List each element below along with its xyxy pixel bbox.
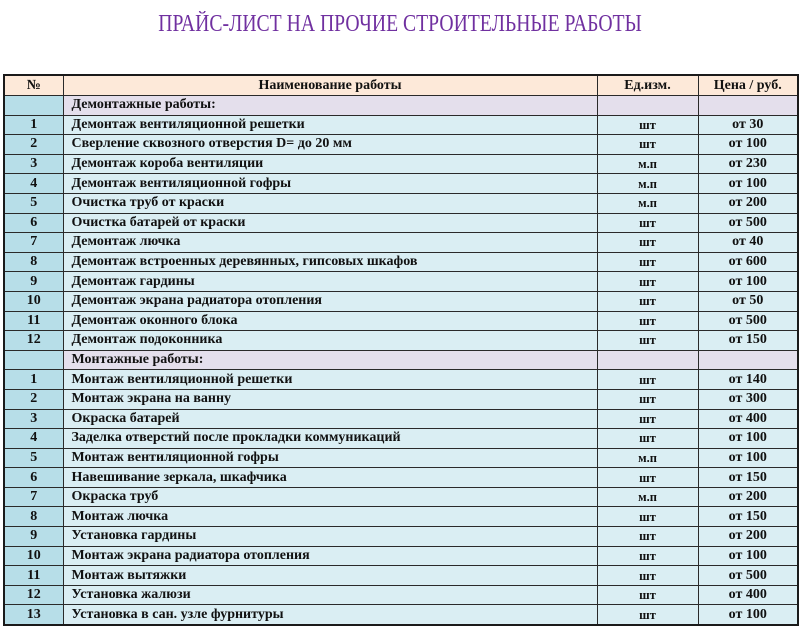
section-unit-cell <box>597 350 698 370</box>
section-price-cell <box>698 96 798 116</box>
work-name: Демонтаж подоконника <box>63 331 597 351</box>
table-body <box>4 96 798 626</box>
row-number: 13 <box>4 605 63 625</box>
price: от 140 <box>698 370 798 390</box>
unit-of-measure: шт <box>597 429 698 449</box>
unit-of-measure: шт <box>597 546 698 566</box>
unit-of-measure: шт <box>597 233 698 253</box>
table-row <box>4 448 798 468</box>
unit-of-measure: шт <box>597 311 698 331</box>
table-header-row <box>4 75 798 96</box>
work-name: Демонтаж лючка <box>63 233 597 253</box>
section-title: Монтажные работы: <box>63 350 597 370</box>
row-number: 9 <box>4 272 63 292</box>
table-row <box>4 409 798 429</box>
work-name: Окраска труб <box>63 487 597 507</box>
work-name: Демонтаж гардины <box>63 272 597 292</box>
price: от 50 <box>698 291 798 311</box>
unit-of-measure: шт <box>597 566 698 586</box>
unit-of-measure: шт <box>597 527 698 547</box>
row-number: 4 <box>4 429 63 449</box>
unit-of-measure: шт <box>597 370 698 390</box>
table-row <box>4 585 798 605</box>
table-row <box>4 311 798 331</box>
price: от 30 <box>698 115 798 135</box>
row-number: 6 <box>4 468 63 488</box>
work-name: Установка гардины <box>63 527 597 547</box>
row-number: 10 <box>4 546 63 566</box>
row-number: 10 <box>4 291 63 311</box>
row-number: 3 <box>4 154 63 174</box>
work-name: Сверление сквозного отверстия D= до 20 мм <box>63 135 597 155</box>
row-number: 1 <box>4 370 63 390</box>
unit-of-measure: шт <box>597 468 698 488</box>
price: от 100 <box>698 605 798 625</box>
price: от 400 <box>698 409 798 429</box>
unit-of-measure: м.п <box>597 193 698 213</box>
unit-of-measure: шт <box>597 272 698 292</box>
price: от 150 <box>698 468 798 488</box>
header-unit: Ед.изм. <box>597 75 698 96</box>
table-row <box>4 291 798 311</box>
table-row <box>4 331 798 351</box>
row-number: 3 <box>4 409 63 429</box>
price: от 100 <box>698 174 798 194</box>
work-name: Окраска батарей <box>63 409 597 429</box>
price: от 100 <box>698 546 798 566</box>
price: от 230 <box>698 154 798 174</box>
work-name: Монтаж лючка <box>63 507 597 527</box>
work-name: Монтаж вентиляционной решетки <box>63 370 597 390</box>
price: от 200 <box>698 487 798 507</box>
price: от 150 <box>698 331 798 351</box>
work-name: Монтаж экрана радиатора отопления <box>63 546 597 566</box>
unit-of-measure: шт <box>597 507 698 527</box>
work-name: Демонтаж вентиляционной гофры <box>63 174 597 194</box>
price: от 300 <box>698 389 798 409</box>
work-name: Очистка труб от краски <box>63 193 597 213</box>
row-number: 11 <box>4 566 63 586</box>
row-number: 11 <box>4 311 63 331</box>
unit-of-measure: м.п <box>597 487 698 507</box>
work-name: Демонтаж короба вентиляции <box>63 154 597 174</box>
work-name: Установка в сан. узле фурнитуры <box>63 605 597 625</box>
price: от 100 <box>698 429 798 449</box>
table-row <box>4 507 798 527</box>
unit-of-measure: шт <box>597 409 698 429</box>
section-title: Демонтажные работы: <box>63 96 597 116</box>
price: от 500 <box>698 566 798 586</box>
section-header-row <box>4 350 798 370</box>
table-row <box>4 468 798 488</box>
work-name: Монтаж экрана на ванну <box>63 389 597 409</box>
unit-of-measure: шт <box>597 605 698 625</box>
price: от 200 <box>698 193 798 213</box>
row-number: 4 <box>4 174 63 194</box>
work-name: Демонтаж оконного блока <box>63 311 597 331</box>
row-number: 9 <box>4 527 63 547</box>
table-row <box>4 487 798 507</box>
work-name: Очистка батарей от краски <box>63 213 597 233</box>
table-row <box>4 135 798 155</box>
table-row <box>4 233 798 253</box>
table-row <box>4 154 798 174</box>
price-table <box>3 74 799 626</box>
section-price-cell <box>698 350 798 370</box>
row-number: 7 <box>4 233 63 253</box>
table-row <box>4 389 798 409</box>
page-title: ПРАЙС-ЛИСТ НА ПРОЧИЕ СТРОИТЕЛЬНЫЕ РАБОТЫ <box>158 11 642 37</box>
section-header-row <box>4 96 798 116</box>
table-row <box>4 272 798 292</box>
work-name: Демонтаж вентиляционной решетки <box>63 115 597 135</box>
table-row <box>4 605 798 625</box>
table-row <box>4 174 798 194</box>
unit-of-measure: шт <box>597 389 698 409</box>
price: от 600 <box>698 252 798 272</box>
section-num-cell <box>4 96 63 116</box>
row-number: 6 <box>4 213 63 233</box>
table-row <box>4 546 798 566</box>
unit-of-measure: м.п <box>597 174 698 194</box>
table-row <box>4 527 798 547</box>
row-number: 12 <box>4 331 63 351</box>
header-num: № <box>4 75 63 96</box>
row-number: 12 <box>4 585 63 605</box>
price: от 400 <box>698 585 798 605</box>
unit-of-measure: шт <box>597 115 698 135</box>
row-number: 2 <box>4 135 63 155</box>
price: от 40 <box>698 233 798 253</box>
table-row <box>4 115 798 135</box>
row-number: 5 <box>4 193 63 213</box>
table-row <box>4 370 798 390</box>
row-number: 8 <box>4 507 63 527</box>
work-name: Установка жалюзи <box>63 585 597 605</box>
row-number: 8 <box>4 252 63 272</box>
table-row <box>4 429 798 449</box>
row-number: 2 <box>4 389 63 409</box>
row-number: 1 <box>4 115 63 135</box>
unit-of-measure: м.п <box>597 154 698 174</box>
price: от 100 <box>698 448 798 468</box>
header-name: Наименование работы <box>63 75 597 96</box>
unit-of-measure: шт <box>597 291 698 311</box>
price: от 500 <box>698 213 798 233</box>
unit-of-measure: шт <box>597 331 698 351</box>
table-row <box>4 566 798 586</box>
price: от 200 <box>698 527 798 547</box>
unit-of-measure: шт <box>597 213 698 233</box>
price: от 150 <box>698 507 798 527</box>
section-num-cell <box>4 350 63 370</box>
work-name: Заделка отверстий после прокладки коммуникаций <box>63 429 597 449</box>
unit-of-measure: шт <box>597 585 698 605</box>
unit-of-measure: шт <box>597 252 698 272</box>
work-name: Монтаж вытяжки <box>63 566 597 586</box>
table-row <box>4 213 798 233</box>
price: от 100 <box>698 135 798 155</box>
table-row <box>4 193 798 213</box>
row-number: 5 <box>4 448 63 468</box>
table-row <box>4 252 798 272</box>
work-name: Демонтаж встроенных деревянных, гипсовых шкафов <box>63 252 597 272</box>
header-price: Цена / руб. <box>698 75 798 96</box>
section-unit-cell <box>597 96 698 116</box>
work-name: Демонтаж экрана радиатора отопления <box>63 291 597 311</box>
price: от 500 <box>698 311 798 331</box>
work-name: Навешивание зеркала, шкафчика <box>63 468 597 488</box>
price: от 100 <box>698 272 798 292</box>
unit-of-measure: м.п <box>597 448 698 468</box>
work-name: Монтаж вентиляционной гофры <box>63 448 597 468</box>
row-number: 7 <box>4 487 63 507</box>
unit-of-measure: шт <box>597 135 698 155</box>
